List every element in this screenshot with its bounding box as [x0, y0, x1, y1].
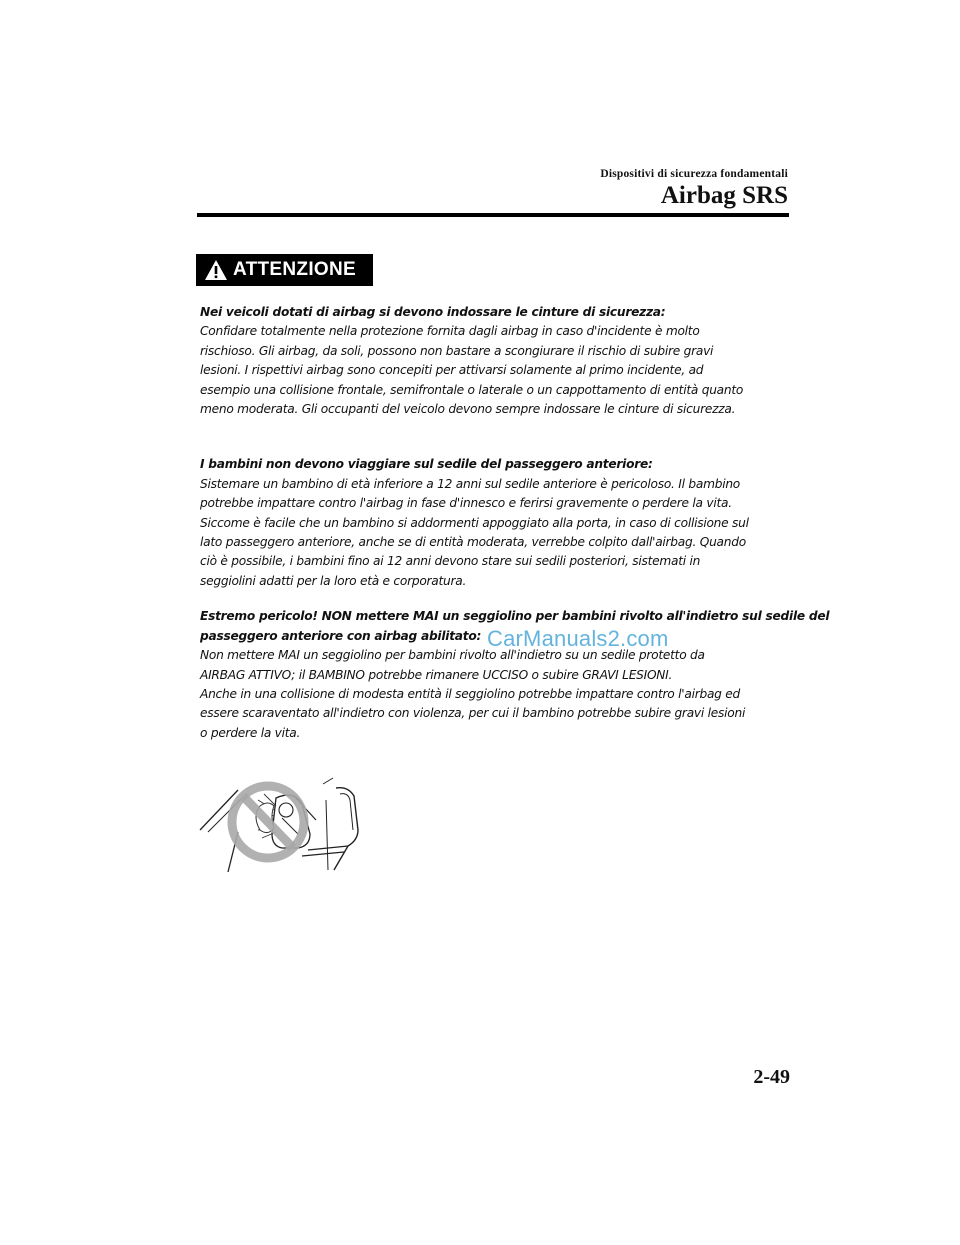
prohibited-rear-facing-child-seat-icon — [198, 760, 373, 878]
paragraph-line: Siccome è facile che un bambino si addormenti appoggiato alla porta, in caso di collisione sul — [200, 515, 749, 530]
paragraph-line: esempio una collisione frontale, semifrontale o laterale o un cappottamento di entità quanto — [200, 382, 744, 397]
section-title: Dispositivi di sicurezza fondamentali — [600, 168, 788, 180]
warning-body — [200, 303, 830, 743]
paragraph-line: lesioni. I rispettivi airbag sono concepiti per attivarsi solamente al primo incidente, ad — [200, 363, 704, 378]
warning-banner — [196, 254, 373, 286]
paragraph-line: seggiolini adatti per la loro età e corporatura. — [200, 573, 467, 588]
paragraph-line: Non mettere MAI un seggiolino per bambini rivolto all'indietro su un sedile protetto da — [200, 648, 705, 663]
children-paragraph — [200, 455, 800, 591]
paragraph-line: essere scaraventato all'indietro con violenza, per cui il bambino potrebbe subire gravi lesioni — [200, 706, 746, 721]
paragraph-heading: passeggero anteriore con airbag abilitato: — [200, 628, 482, 643]
paragraph-heading: Estremo pericolo! NON mettere MAI un seggiolino per bambini rivolto all'indietro sul sedile del — [200, 609, 830, 624]
paragraph-heading: I bambini non devono viaggiare sul sedile del passeggero anteriore: — [200, 457, 653, 472]
paragraph-line: ciò è possibile, i bambini fino ai 12 anni devono stare sui sedili posteriori, sistemati in — [200, 554, 701, 569]
paragraph-line: o perdere la vita. — [200, 725, 301, 740]
paragraph-line: AIRBAG ATTIVO; il BAMBINO potrebbe rimanere UCCISO o subire GRAVI LESIONI. — [200, 667, 673, 682]
warning-label: ATTENZIONE — [233, 259, 356, 280]
page-number: 2-49 — [753, 1066, 790, 1088]
paragraph-line: Confidare totalmente nella protezione fornita dagli airbag in caso d'incidente è molto — [200, 324, 700, 339]
paragraph-line: Sistemare un bambino di età inferiore a 12 anni sul sedile anteriore è pericoloso. Il bambino — [200, 476, 741, 491]
header-divider — [197, 213, 789, 217]
paragraph-line: lato passeggero anteriore, anche se di entità moderata, verrebbe colpito dall'airbag. Quando — [200, 535, 746, 550]
paragraph-line: Anche in una collisione di modesta entità il seggiolino potrebbe impattare contro l'airbag ed — [200, 686, 741, 701]
paragraph-line: potrebbe impattare contro l'airbag in fase d'innesco e ferirsi gravemente o perdere la vita. — [200, 496, 732, 511]
paragraph-heading: Nei veicoli dotati di airbag si devono indossare le cinture di sicurezza: — [200, 305, 666, 319]
paragraph-line: meno moderata. Gli occupanti del veicolo devono sempre indossare le cinture di sicurezza. — [200, 402, 736, 417]
watermark-link[interactable]: CarManuals2.com — [487, 626, 669, 651]
page-title: Airbag SRS — [660, 182, 788, 209]
seatbelt-paragraph — [200, 303, 800, 419]
paragraph-line: rischioso. Gli airbag, da soli, possono non bastare a scongiurare il rischio di subire gravi — [200, 343, 714, 358]
warning-triangle-icon — [204, 259, 228, 281]
